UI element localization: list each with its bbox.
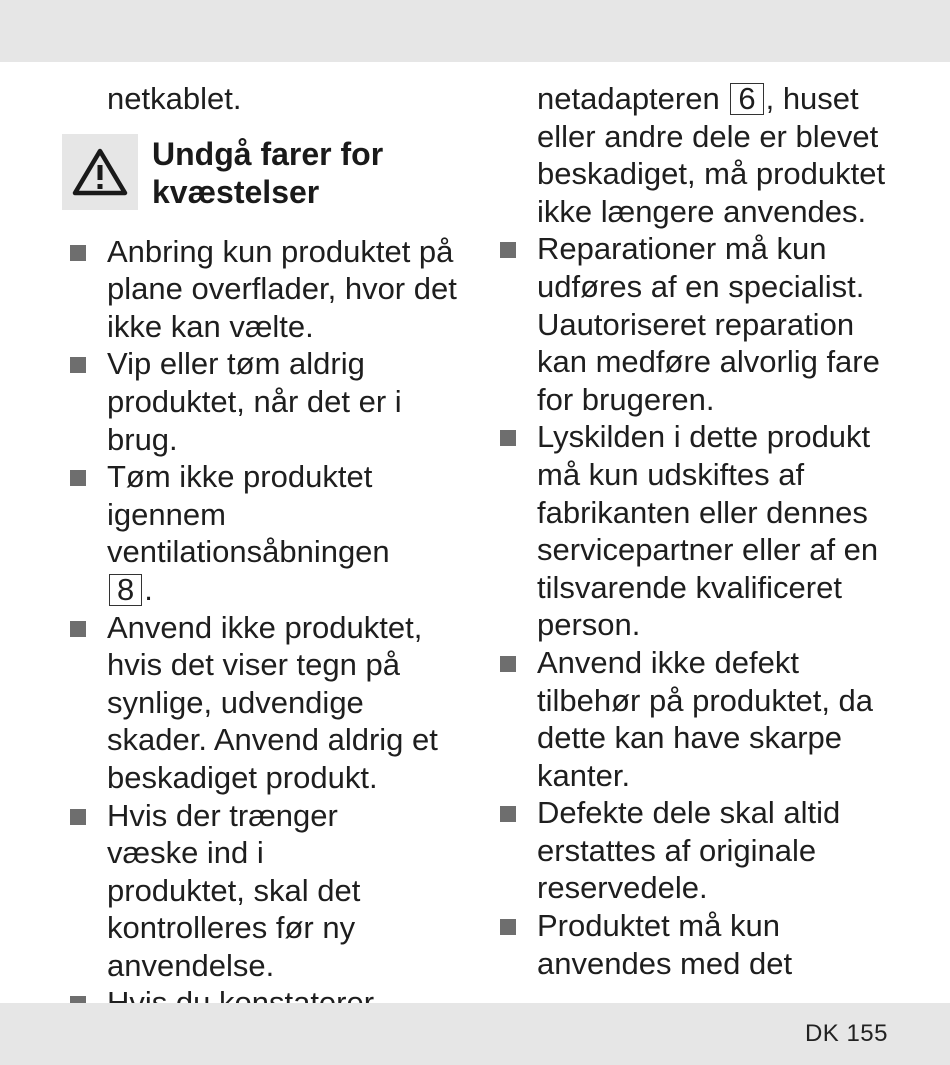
continued-text-start: netadapteren: [537, 81, 720, 116]
footer-band: [0, 1003, 950, 1065]
list-item: [492, 907, 892, 982]
list-item-text: Anvend ikke produktet, hvis det viser tegn på synlige, udvendige skader. Anvend aldrig et beskadiget produkt.: [107, 609, 438, 795]
continued-text: [492, 80, 892, 230]
warning-triangle-icon: [62, 134, 138, 210]
list-item-text: Hvis der trænger væske ind i produktet, skal det kontrolleres før ny anvendelse.: [107, 797, 361, 983]
page-number: DK 155: [804, 1020, 888, 1047]
left-column: [62, 80, 462, 1060]
list-item: [492, 418, 892, 644]
list-item: [62, 458, 462, 608]
header-band: [0, 0, 950, 62]
list-item-text: Produktet må kun anvendes med det: [537, 908, 793, 981]
warning-heading: [152, 134, 383, 211]
warning-heading-line-2: kvæstelser: [152, 173, 320, 210]
list-item: [492, 794, 892, 907]
list-item-text: Defekte dele skal altid erstattes af originale reservedele.: [537, 795, 841, 906]
right-column: [492, 80, 892, 982]
warning-section-header: [62, 134, 462, 211]
list-item: [62, 233, 462, 346]
safety-list-left: [62, 233, 462, 1060]
list-item-text: Tøm ikke produktet igennem ventilationsåbningen: [107, 459, 390, 570]
reference-number-box: 6: [730, 83, 763, 115]
list-item: [62, 797, 462, 985]
list-item: [492, 230, 892, 418]
list-item-text: Vip eller tøm aldrig produktet, når det er i brug.: [107, 346, 402, 457]
list-item-text: Lyskilden i dette produkt må kun udskiftes af fabrikanten eller dennes servicepartner eller af en tilsvarende kvalificeret person.: [537, 419, 879, 643]
list-item: [62, 345, 462, 458]
list-item: [62, 609, 462, 797]
continued-text-end: , huset eller andre dele er blevet beskadiget, må produktet ikke længere anvendes.: [537, 81, 886, 229]
list-item-text-end: .: [144, 571, 153, 607]
list-item-text: Reparationer må kun udføres af en specialist. Uautoriseret reparation kan medføre alvorlig fare for brugeren.: [537, 231, 880, 417]
list-item-text: Anvend ikke defekt tilbehør på produktet, da dette kan have skarpe kanter.: [537, 644, 874, 793]
safety-list-right: [492, 230, 892, 982]
reference-number-box: 8: [109, 574, 142, 606]
list-item-text: Anbring kun produktet på plane overflader, hvor det ikke kan vælte.: [107, 233, 457, 344]
list-item: [492, 644, 892, 794]
continued-text: netkablet.: [107, 81, 242, 116]
warning-heading-line-1: Undgå farer for: [152, 135, 384, 172]
